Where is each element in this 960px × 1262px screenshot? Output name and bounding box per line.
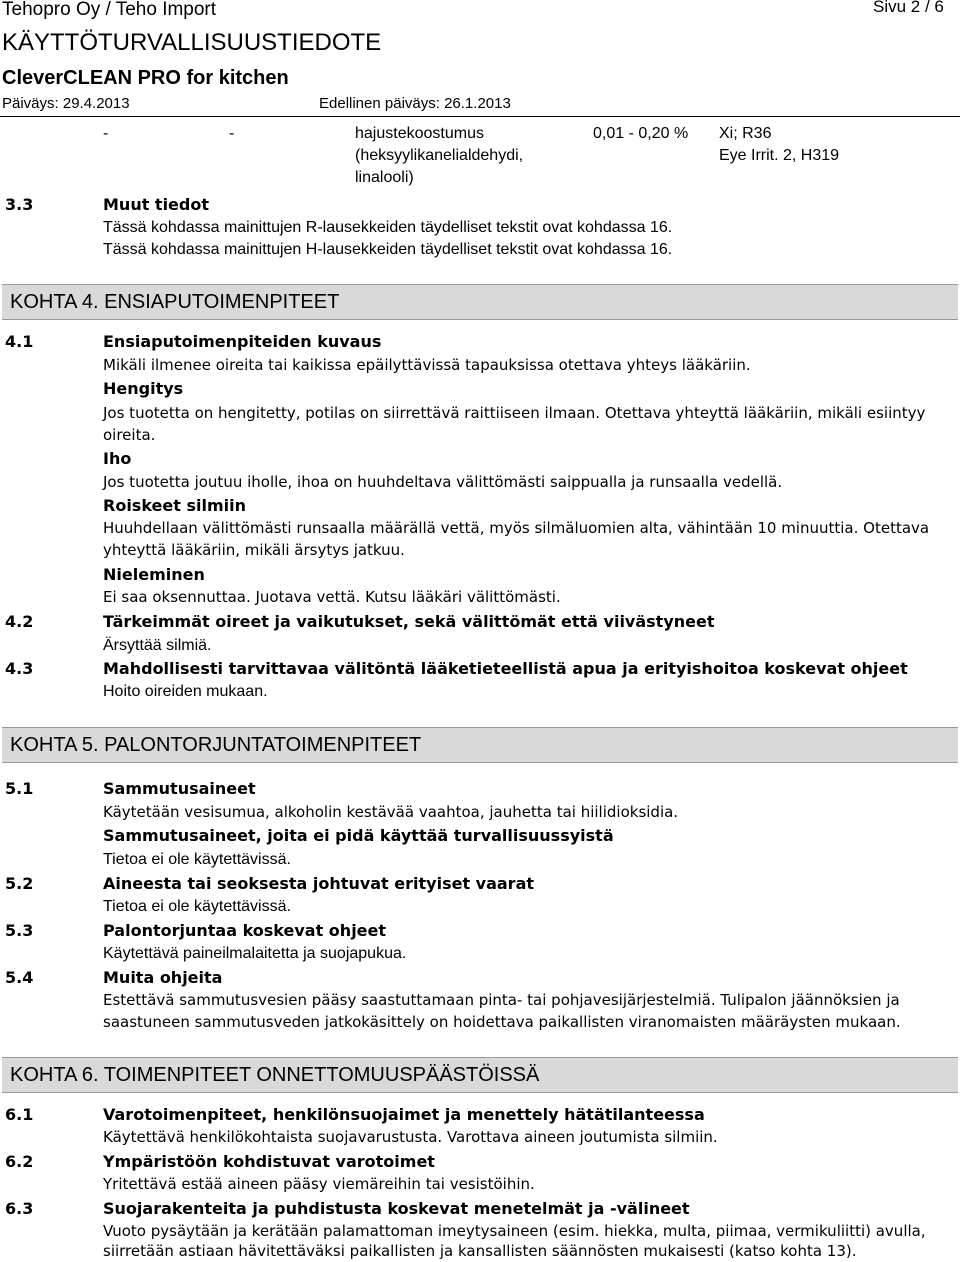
subsection-title: Sammutusaineet: [103, 779, 256, 798]
paragraph-line: Käytettävä paineilmalaitetta ja suojapukua.: [103, 945, 407, 962]
company-name: Tehopro Oy / Teho Import: [2, 0, 217, 20]
paragraph-line: Ärsyttää silmiä.: [103, 637, 212, 654]
section-number: 5.4: [5, 968, 34, 987]
section-number: 4.3: [5, 659, 34, 678]
subheading: Hengitys: [103, 379, 184, 398]
section-number: 5.2: [5, 874, 34, 893]
paragraph-line: Tässä kohdassa mainittujen R-lausekkeiden täydelliset tekstit ovat kohdassa 16.: [103, 219, 673, 236]
subsection-title: Muita ohjeita: [103, 968, 223, 987]
page-number: Sivu 2 / 6: [873, 0, 944, 16]
subsection-title: Aineesta tai seoksesta johtuvat erityiset vaarat: [103, 874, 535, 893]
paragraph-line: Jos tuotetta on hengitetty, potilas on siirrettävä raittiiseen ilmaan. Otettava yhteyttä lääkäriin, mikäli esiintyy: [103, 404, 926, 422]
component-concentration: 0,01 - 0,20 %: [593, 125, 689, 142]
paragraph-line: Käytettävä henkilökohtaista suojavarustusta. Varottava aineen joutumista silmiin.: [103, 1128, 718, 1146]
subsection-title: Mahdollisesti tarvittavaa välitöntä lääketieteellistä apua ja erityishoitoa koskevat ohjeet: [103, 659, 908, 678]
subsection-title: Varotoimenpiteet, henkilönsuojaimet ja menettely hätätilanteessa: [103, 1105, 705, 1124]
section-number: 4.1: [5, 332, 34, 351]
paragraph-line: oireita.: [103, 426, 156, 444]
paragraph-line: Estettävä sammutusvesien pääsy saastuttamaan pinta- tai pohjavesijärjestelmiä. Tulipalon jäännöksien ja: [103, 991, 900, 1009]
subsection-title: Ensiaputoimenpiteiden kuvaus: [103, 332, 382, 351]
section-header-kohta6: [2, 1057, 958, 1093]
paragraph-line: siirretään astiaan hävitettäväksi paikallisten ja kansallisten säännösten mukaisesti (katso kohta 13).: [103, 1242, 857, 1260]
component-col1: -: [103, 125, 109, 142]
section-number: 6.2: [5, 1152, 34, 1171]
paragraph-line: Käytetään vesisumua, alkoholin kestävää vaahtoa, jauhetta tai hiilidioksidia.: [103, 803, 679, 821]
section-number: 6.1: [5, 1105, 34, 1124]
paragraph-line: Ei saa oksennuttaa. Juotava vettä. Kutsu lääkäri välittömästi.: [103, 588, 561, 606]
subheading: Sammutusaineet, joita ei pidä käyttää turvallisuussyistä: [103, 826, 614, 845]
section-number: 6.3: [5, 1199, 34, 1218]
paragraph-line: Tietoa ei ole käytettävissä.: [103, 898, 291, 915]
section-number: 5.3: [5, 921, 34, 940]
component-name-line3: linalooli): [355, 169, 414, 186]
section-header-kohta5: [2, 727, 958, 763]
subsection-title: Ympäristöön kohdistuvat varotoimet: [103, 1152, 435, 1171]
subheading: Roiskeet silmiin: [103, 496, 246, 515]
paragraph-line: Tietoa ei ole käytettävissä.: [103, 851, 291, 868]
paragraph-line: yhteyttä lääkäriin, mikäli ärsytys jatkuu.: [103, 541, 405, 559]
paragraph-line: Tässä kohdassa mainittujen H-lausekkeiden täydelliset tekstit ovat kohdassa 16.: [103, 241, 673, 258]
subsection-title: Muut tiedot: [103, 195, 209, 214]
previous-date: Edellinen päiväys: 26.1.2013: [319, 95, 511, 112]
section-header-kohta4: [2, 284, 958, 320]
section-number: 4.2: [5, 612, 34, 631]
section-number: 5.1: [5, 779, 34, 798]
revision-date: Päiväys: 29.4.2013: [2, 95, 130, 112]
subsection-title: Suojarakenteita ja puhdistusta koskevat menetelmät ja -välineet: [103, 1199, 690, 1218]
component-class-line1: Xi; R36: [719, 125, 772, 142]
product-name: CleverCLEAN PRO for kitchen: [2, 67, 289, 89]
component-name-line1: hajustekoostumus: [355, 125, 484, 142]
paragraph-line: Huuhdellaan välittömästi runsaalla määrällä vettä, myös silmäluomien alta, vähintään 10 minuuttia. Otettava: [103, 519, 930, 537]
component-name-line2: (heksyylikanelialdehydi,: [355, 147, 524, 164]
subheading: Nieleminen: [103, 565, 205, 584]
subheading: Iho: [103, 449, 132, 468]
paragraph-line: Mikäli ilmenee oireita tai kaikissa epäilyttävissä tapauksissa otettava yhteys lääkäriin.: [103, 356, 751, 374]
section-title: KOHTA 6. TOIMENPITEET ONNETTOMUUSPÄÄSTÖISSÄ: [10, 1064, 540, 1086]
paragraph-line: Jos tuotetta joutuu iholle, ihoa on huuhdeltava välittömästi saippualla ja runsaalla vedellä.: [103, 473, 783, 491]
header-divider: [0, 116, 960, 117]
paragraph-line: Vuoto pysäytään ja kerätään palamattoman imeytysaineen (esim. hiekka, multa, piimaa, vermikuliitti) avulla,: [103, 1222, 926, 1240]
document-title: KÄYTTÖTURVALLISUUSTIEDOTE: [2, 29, 382, 56]
section-number: 3.3: [5, 195, 34, 214]
subsection-title: Tärkeimmät oireet ja vaikutukset, sekä välittömät että viivästyneet: [103, 612, 715, 631]
component-class-line2: Eye Irrit. 2, H319: [719, 147, 840, 164]
section-title: KOHTA 5. PALONTORJUNTATOIMENPITEET: [10, 734, 422, 756]
subsection-title: Palontorjuntaa koskevat ohjeet: [103, 921, 387, 940]
paragraph-line: saastuneen sammutusveden jatkokäsittely on hoidettava paikallisten viranomaisten määräysten mukaan.: [103, 1013, 901, 1031]
paragraph-line: Hoito oireiden mukaan.: [103, 683, 268, 700]
section-title: KOHTA 4. ENSIAPUTOIMENPITEET: [10, 291, 340, 313]
paragraph-line: Yritettävä estää aineen pääsy viemäreihin tai vesistöihin.: [103, 1175, 535, 1193]
component-col2: -: [229, 125, 235, 142]
